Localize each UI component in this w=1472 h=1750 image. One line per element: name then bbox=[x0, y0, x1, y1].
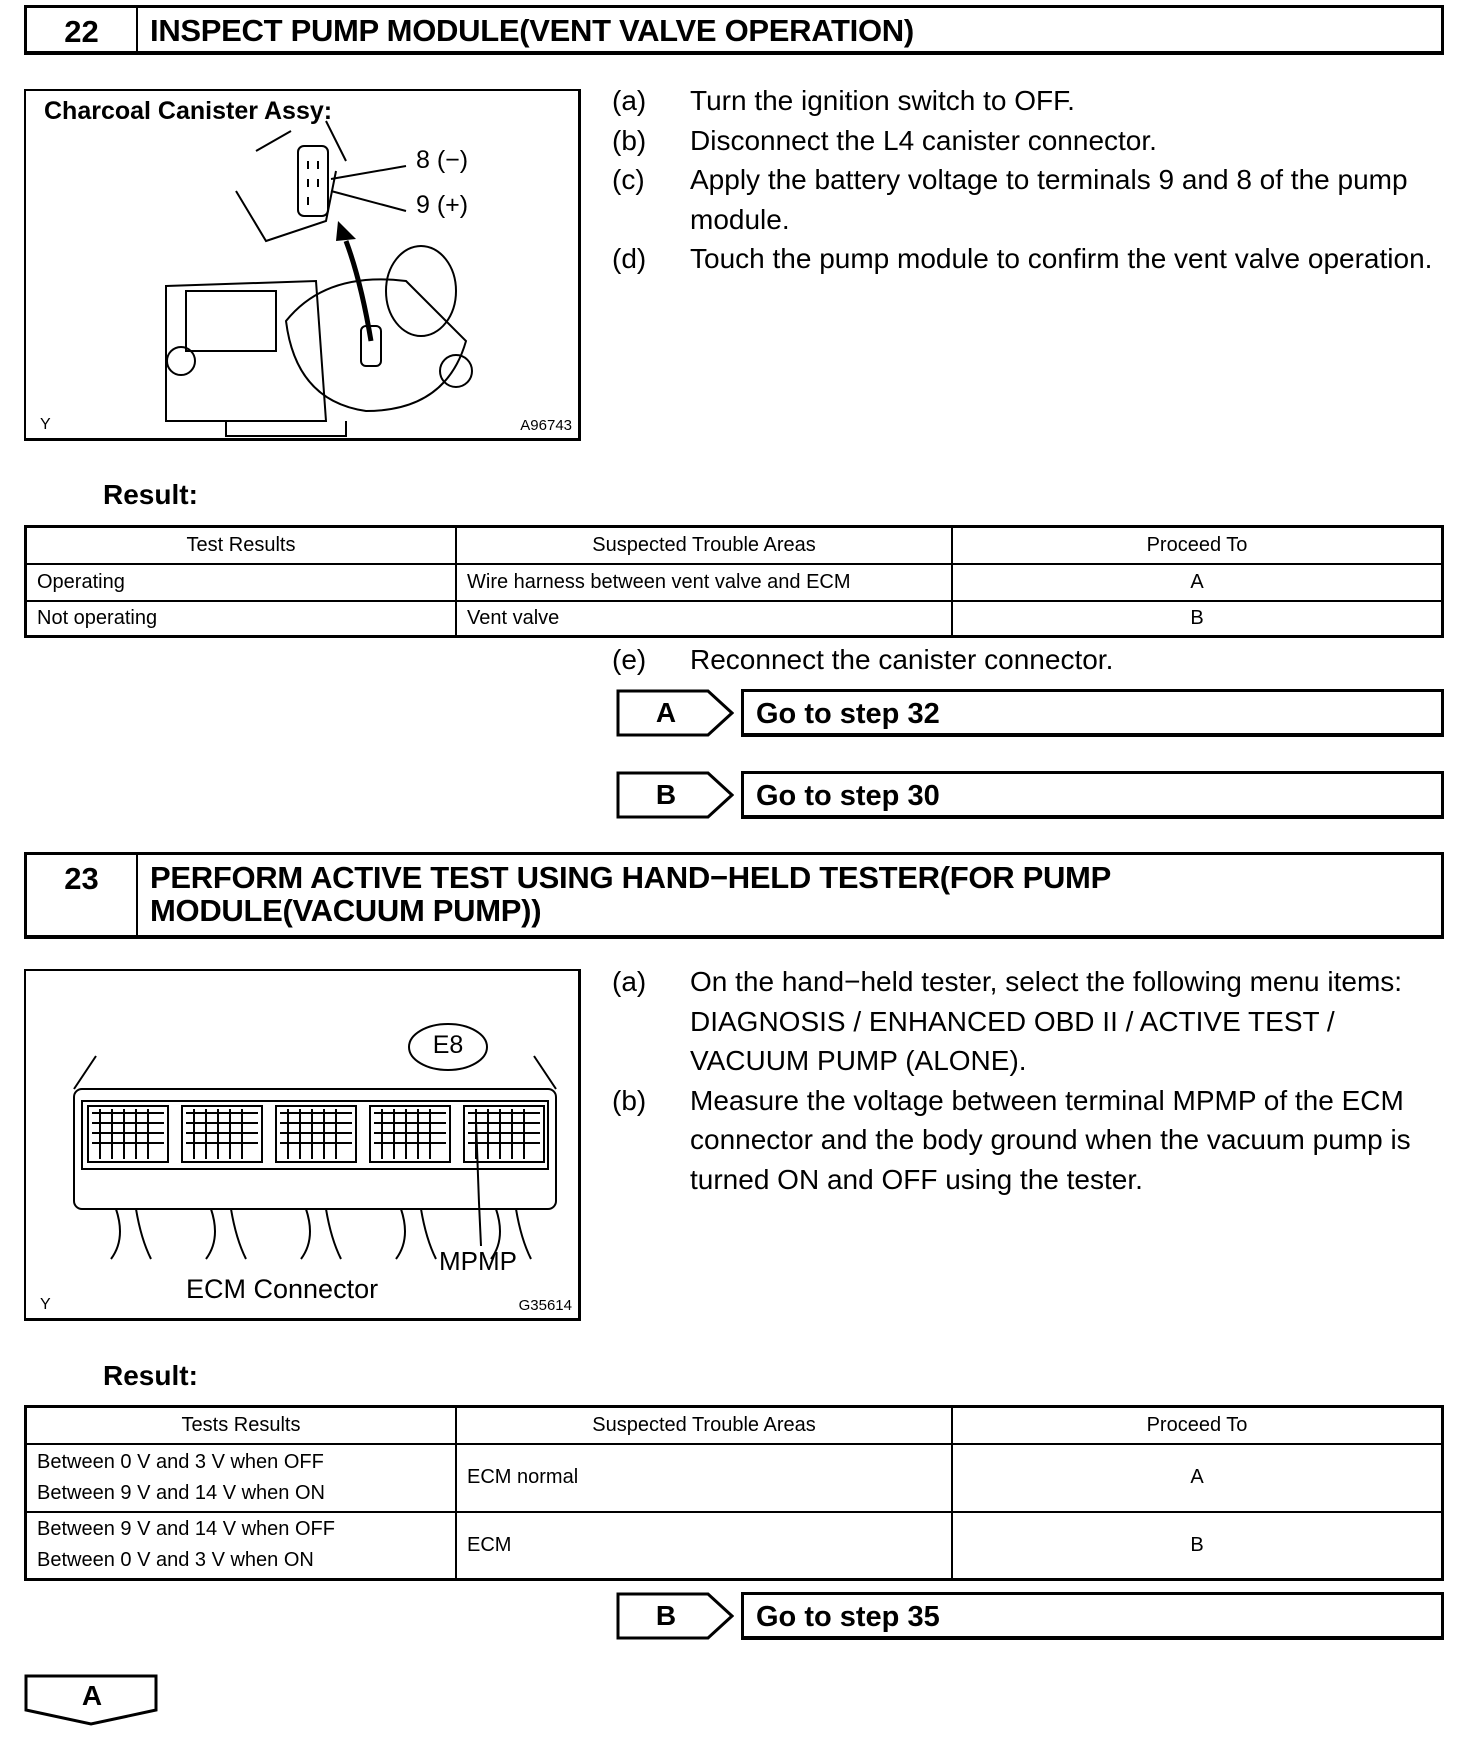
marker-label: A bbox=[81, 1680, 103, 1711]
step-title: PERFORM ACTIVE TEST USING HAND−HELD TESTER(FOR PUMP MODULE(VACUUM PUMP)) bbox=[150, 860, 1111, 928]
cell-line: Between 9 V and 14 V when ON bbox=[37, 1481, 325, 1504]
cell: ECM bbox=[456, 1512, 952, 1580]
figure-code: G35614 bbox=[518, 1297, 572, 1314]
cell: Wire harness between vent valve and ECM bbox=[456, 564, 952, 601]
terminal-9-label: 9 (+) bbox=[416, 191, 469, 219]
table-row bbox=[26, 601, 1443, 637]
terminal-label: MPMP bbox=[439, 1246, 517, 1276]
header-cell: Proceed To bbox=[952, 527, 1443, 564]
cell: Not operating bbox=[26, 601, 457, 637]
ecm-connector-figure bbox=[24, 969, 581, 1321]
continue-a-marker[interactable] bbox=[24, 1674, 160, 1726]
terminal-8-label: 8 (−) bbox=[416, 146, 469, 174]
item-text: Disconnect the L4 canister connector. bbox=[690, 124, 1157, 156]
item-label: (a) bbox=[612, 85, 647, 116]
cell: Operating bbox=[26, 564, 457, 601]
instruction-item bbox=[612, 640, 1452, 680]
connector-id: E8 bbox=[432, 1031, 464, 1059]
figure-caption: Charcoal Canister Assy: bbox=[44, 97, 333, 125]
header-cell: Proceed To bbox=[952, 1407, 1443, 1444]
cell: A bbox=[952, 1444, 1443, 1512]
cell: B bbox=[952, 601, 1443, 637]
step-number: 23 bbox=[27, 855, 138, 935]
goto-text: Go to step 30 bbox=[741, 771, 1444, 819]
item-label: (b) bbox=[612, 1084, 647, 1116]
result-heading: Result: bbox=[103, 1360, 198, 1391]
item-label: (a) bbox=[612, 966, 647, 997]
goto-a-step-32[interactable] bbox=[616, 689, 1444, 737]
step-22-instructions bbox=[612, 81, 1452, 279]
item-label: (c) bbox=[612, 164, 645, 195]
step-22-after bbox=[612, 640, 1452, 680]
goto-tag: A bbox=[655, 697, 677, 728]
header-cell: Tests Results bbox=[26, 1407, 457, 1444]
item-text: Measure the voltage between terminal MPMP of the ECM connector and the body ground when the vacuum pump is turned ON and OFF using the tester. bbox=[690, 1084, 1411, 1195]
instruction-item bbox=[612, 962, 1452, 1081]
instruction-item bbox=[612, 239, 1452, 279]
step-number: 22 bbox=[27, 8, 138, 51]
table-header-row bbox=[26, 527, 1443, 564]
cell bbox=[26, 1512, 457, 1580]
table-row bbox=[26, 564, 1443, 601]
goto-text: Go to step 35 bbox=[741, 1592, 1444, 1640]
step-23-instructions bbox=[612, 962, 1452, 1199]
goto-b-step-30[interactable] bbox=[616, 771, 1444, 819]
figure-caption: ECM Connector bbox=[186, 1274, 379, 1304]
result-table-23 bbox=[24, 1405, 1444, 1581]
item-text: Turn the ignition switch to OFF. bbox=[690, 85, 1075, 116]
cell-line: Between 9 V and 14 V when OFF bbox=[37, 1518, 335, 1541]
figure-code: A96743 bbox=[520, 417, 572, 434]
header-cell: Suspected Trouble Areas bbox=[456, 1407, 952, 1444]
table-header-row bbox=[26, 1407, 1443, 1444]
cell: Vent valve bbox=[456, 601, 952, 637]
cell: B bbox=[952, 1512, 1443, 1580]
result-heading: Result: bbox=[103, 479, 198, 510]
step-22-header bbox=[24, 5, 1444, 55]
figure-corner-mark: Y bbox=[40, 416, 51, 433]
goto-text: Go to step 32 bbox=[741, 689, 1444, 737]
step-title: INSPECT PUMP MODULE(VENT VALVE OPERATION) bbox=[150, 13, 914, 48]
result-table-22 bbox=[24, 525, 1444, 638]
cell-line: Between 0 V and 3 V when ON bbox=[37, 1549, 314, 1572]
cell: ECM normal bbox=[456, 1444, 952, 1512]
table-row bbox=[26, 1512, 1443, 1580]
header-cell: Suspected Trouble Areas bbox=[456, 527, 952, 564]
header-cell: Test Results bbox=[26, 527, 457, 564]
item-label: (b) bbox=[612, 124, 647, 156]
instruction-item bbox=[612, 1081, 1452, 1200]
item-text: Touch the pump module to confirm the vent valve operation. bbox=[690, 243, 1433, 274]
item-label: (e) bbox=[612, 644, 647, 675]
figure-corner-mark: Y bbox=[40, 1296, 51, 1313]
cell bbox=[26, 1444, 457, 1512]
item-text: Reconnect the canister connector. bbox=[690, 644, 1114, 675]
item-label: (d) bbox=[612, 243, 647, 274]
goto-tag: B bbox=[655, 779, 677, 810]
item-text: Apply the battery voltage to terminals 9 and 8 of the pump module. bbox=[690, 164, 1408, 235]
goto-b-step-35[interactable] bbox=[616, 1592, 1444, 1640]
cell-line: Between 0 V and 3 V when OFF bbox=[37, 1450, 324, 1473]
cell: A bbox=[952, 564, 1443, 601]
instruction-item bbox=[612, 160, 1452, 239]
step-23-header bbox=[24, 852, 1444, 939]
instruction-item bbox=[612, 121, 1452, 161]
pump-module-illustration bbox=[26, 91, 578, 438]
item-text: On the hand−held tester, select the following menu items: DIAGNOSIS / ENHANCED OBD II / ACTIVE TEST / VACUUM PUMP (ALONE). bbox=[690, 966, 1403, 1076]
canister-figure bbox=[24, 89, 581, 441]
instruction-item bbox=[612, 81, 1452, 121]
table-row bbox=[26, 1444, 1443, 1512]
goto-tag: B bbox=[655, 1600, 677, 1631]
